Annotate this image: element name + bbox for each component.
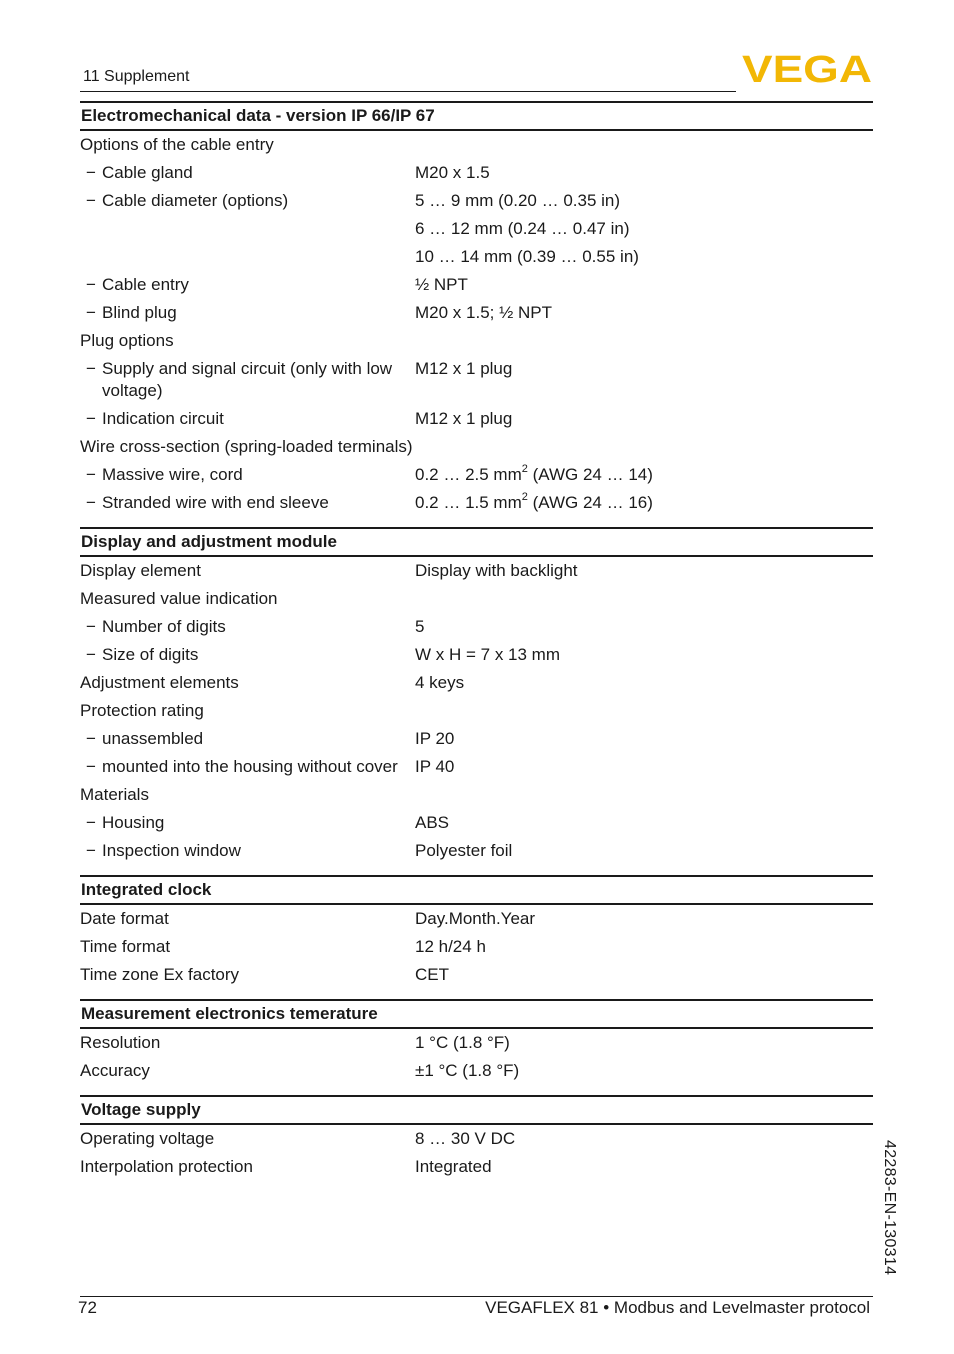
spec-value-text: Integrated bbox=[415, 1157, 492, 1176]
list-dash: − bbox=[86, 465, 96, 484]
spec-row bbox=[80, 327, 873, 355]
spec-value-text: M20 x 1.5; ½ NPT bbox=[415, 303, 552, 322]
spec-row bbox=[80, 753, 873, 781]
section-title: Electromechanical data - version IP 66/IP 67 bbox=[80, 101, 873, 131]
spec-value bbox=[415, 588, 873, 610]
list-dash: − bbox=[86, 645, 96, 664]
spec-label-text: Indication circuit bbox=[102, 409, 224, 428]
spec-row bbox=[80, 433, 873, 461]
spec-label bbox=[80, 162, 415, 184]
spec-label bbox=[80, 616, 415, 638]
vega-logo-text: VEGA bbox=[742, 52, 872, 84]
section-title: Voltage supply bbox=[80, 1095, 873, 1125]
spec-value bbox=[415, 700, 873, 722]
page-number: 72 bbox=[78, 1298, 97, 1317]
spec-row bbox=[80, 961, 873, 989]
spec-value-text: 5 … 9 mm (0.20 … 0.35 in) bbox=[415, 191, 621, 210]
spec-value-text: 0.2 … 2.5 mm bbox=[415, 465, 522, 484]
spec-label-text: Time zone Ex factory bbox=[80, 965, 240, 984]
spec-label bbox=[80, 728, 415, 750]
unit-exponent: 2 bbox=[521, 491, 528, 504]
list-dash: − bbox=[86, 275, 96, 294]
spec-value-text: Day.Month.Year bbox=[415, 909, 536, 928]
spec-value-text: 0.2 … 1.5 mm bbox=[415, 493, 522, 512]
spec-label bbox=[80, 672, 415, 694]
section-gap bbox=[80, 517, 873, 527]
list-dash: − bbox=[86, 191, 96, 210]
spec-row bbox=[80, 697, 873, 725]
spec-row bbox=[80, 243, 873, 271]
spec-value bbox=[415, 672, 873, 694]
spec-value-suffix: (AWG 24 … 16) bbox=[527, 493, 653, 512]
footer-rule bbox=[80, 1296, 873, 1297]
spec-value-text: IP 20 bbox=[415, 729, 455, 748]
spec-label bbox=[80, 436, 413, 458]
spec-value-text: 6 … 12 mm (0.24 … 0.47 in) bbox=[415, 219, 630, 238]
spec-row bbox=[80, 271, 873, 299]
spec-label-text: Materials bbox=[80, 785, 149, 804]
spec-value-text: 5 bbox=[415, 617, 425, 636]
spec-label bbox=[80, 1156, 415, 1178]
spec-row bbox=[80, 725, 873, 753]
spec-row bbox=[80, 299, 873, 327]
spec-value-text: M20 x 1.5 bbox=[415, 163, 490, 182]
spec-label bbox=[80, 784, 415, 806]
spec-label bbox=[80, 464, 415, 486]
list-dash: − bbox=[86, 729, 96, 748]
spec-label bbox=[80, 274, 415, 296]
spec-label-text: Inspection window bbox=[102, 841, 241, 860]
spec-label bbox=[80, 302, 415, 324]
list-dash: − bbox=[86, 303, 96, 322]
spec-value-text: W x H = 7 x 13 mm bbox=[415, 645, 560, 664]
spec-row bbox=[80, 669, 873, 697]
spec-row bbox=[80, 933, 873, 961]
spec-value bbox=[415, 1060, 873, 1082]
spec-value-text: Polyester foil bbox=[415, 841, 513, 860]
spec-label bbox=[80, 588, 415, 610]
spec-label bbox=[80, 408, 415, 430]
spec-value bbox=[415, 302, 873, 324]
spec-row bbox=[80, 905, 873, 933]
list-dash: − bbox=[86, 757, 96, 776]
spec-label-text: Size of digits bbox=[102, 645, 199, 664]
spec-value bbox=[415, 784, 873, 806]
spec-value-text: 10 … 14 mm (0.39 … 0.55 in) bbox=[415, 247, 639, 266]
spec-row bbox=[80, 461, 873, 489]
spec-label-text: Resolution bbox=[80, 1033, 161, 1052]
spec-label-text: Wire cross-section (spring-loaded terminals) bbox=[80, 437, 413, 456]
footer-title: VEGAFLEX 81 • Modbus and Levelmaster protocol bbox=[485, 1298, 870, 1317]
spec-value-suffix: (AWG 24 … 14) bbox=[527, 465, 653, 484]
header-rule bbox=[80, 91, 736, 92]
spec-label-text: Interpolation protection bbox=[80, 1157, 253, 1176]
list-dash: − bbox=[86, 617, 96, 636]
spec-value-text: IP 40 bbox=[415, 757, 455, 776]
spec-label-text: Housing bbox=[102, 813, 165, 832]
spec-row bbox=[80, 613, 873, 641]
spec-label bbox=[80, 1032, 415, 1054]
document-code: 42283-EN-130314 bbox=[881, 1140, 898, 1276]
spec-value-text: 12 h/24 h bbox=[415, 937, 486, 956]
spec-label-text: Stranded wire with end sleeve bbox=[102, 493, 329, 512]
spec-label bbox=[80, 330, 415, 352]
spec-value bbox=[415, 246, 873, 268]
spec-value bbox=[415, 464, 873, 486]
spec-label bbox=[80, 908, 415, 930]
spec-label bbox=[80, 840, 415, 862]
spec-label-text: Number of digits bbox=[102, 617, 226, 636]
spec-value bbox=[415, 218, 873, 240]
section-title: Integrated clock bbox=[80, 875, 873, 905]
spec-label-text: Blind plug bbox=[102, 303, 177, 322]
spec-value bbox=[415, 812, 873, 834]
list-dash: − bbox=[86, 813, 96, 832]
spec-label bbox=[80, 756, 415, 778]
spec-value-text: ABS bbox=[415, 813, 450, 832]
section-gap bbox=[80, 1085, 873, 1095]
spec-label-text: Massive wire, cord bbox=[102, 465, 243, 484]
spec-row bbox=[80, 405, 873, 433]
section-title: Measurement electronics temerature bbox=[80, 999, 873, 1029]
spec-label bbox=[80, 812, 415, 834]
spec-value-text: 4 keys bbox=[415, 673, 465, 692]
header-section: 11 Supplement bbox=[83, 68, 190, 85]
spec-row bbox=[80, 131, 873, 159]
spec-label-text: Options of the cable entry bbox=[80, 135, 274, 154]
spec-value bbox=[415, 756, 873, 778]
vega-logo bbox=[742, 52, 874, 84]
spec-label-text: Display element bbox=[80, 561, 201, 580]
spec-value bbox=[415, 1032, 873, 1054]
spec-value bbox=[415, 936, 873, 958]
spec-row bbox=[80, 489, 873, 517]
spec-label-text: Supply and signal circuit (only with low voltage) bbox=[102, 359, 393, 400]
spec-label-text: Cable diameter (options) bbox=[102, 191, 289, 210]
spec-label-text: Cable gland bbox=[102, 163, 193, 182]
list-dash: − bbox=[86, 493, 96, 512]
spec-value-text: ±1 °C (1.8 °F) bbox=[415, 1061, 520, 1080]
spec-label bbox=[80, 936, 415, 958]
spec-value-text: M12 x 1 plug bbox=[415, 409, 513, 428]
section-gap bbox=[80, 865, 873, 875]
spec-row bbox=[80, 585, 873, 613]
spec-row bbox=[80, 159, 873, 187]
spec-label bbox=[80, 700, 415, 722]
spec-value-text: Display with backlight bbox=[415, 561, 578, 580]
spec-label-text: Adjustment elements bbox=[80, 673, 239, 692]
spec-label-text: Operating voltage bbox=[80, 1129, 215, 1148]
spec-value bbox=[415, 190, 873, 212]
spec-row bbox=[80, 837, 873, 865]
spec-label-text: Protection rating bbox=[80, 701, 204, 720]
spec-label-text: Time format bbox=[80, 937, 171, 956]
spec-label-text: Cable entry bbox=[102, 275, 189, 294]
spec-label bbox=[80, 644, 415, 666]
spec-label bbox=[80, 560, 415, 582]
spec-label-text: Accuracy bbox=[80, 1061, 150, 1080]
spec-row bbox=[80, 1153, 873, 1181]
spec-value bbox=[415, 616, 873, 638]
spec-value bbox=[415, 840, 873, 862]
spec-label-text: Date format bbox=[80, 909, 169, 928]
spec-label-text: Plug options bbox=[80, 331, 174, 350]
unit-exponent: 2 bbox=[521, 463, 528, 476]
spec-value bbox=[415, 728, 873, 750]
spec-label bbox=[80, 1128, 415, 1150]
spec-row bbox=[80, 1029, 873, 1057]
spec-value-text: 8 … 30 V DC bbox=[415, 1129, 516, 1148]
spec-value bbox=[415, 1128, 873, 1150]
spec-row bbox=[80, 215, 873, 243]
spec-row bbox=[80, 1057, 873, 1085]
list-dash: − bbox=[86, 163, 96, 182]
spec-row bbox=[80, 187, 873, 215]
spec-value-text: M12 x 1 plug bbox=[415, 359, 513, 378]
spec-row bbox=[80, 1125, 873, 1153]
spec-value bbox=[415, 408, 873, 430]
spec-value bbox=[415, 492, 873, 514]
spec-value bbox=[415, 162, 873, 184]
spec-value bbox=[415, 274, 873, 296]
spec-row bbox=[80, 557, 873, 585]
spec-value bbox=[415, 560, 873, 582]
spec-value-text: ½ NPT bbox=[415, 275, 468, 294]
spec-row bbox=[80, 355, 873, 405]
spec-row bbox=[80, 781, 873, 809]
spec-value bbox=[415, 644, 873, 666]
spec-row bbox=[80, 809, 873, 837]
spec-label bbox=[80, 964, 415, 986]
spec-label bbox=[80, 358, 415, 402]
spec-value-text: CET bbox=[415, 965, 449, 984]
spec-value bbox=[415, 330, 873, 352]
spec-label bbox=[80, 1060, 415, 1082]
section-gap bbox=[80, 989, 873, 999]
section-title: Display and adjustment module bbox=[80, 527, 873, 557]
spec-value bbox=[415, 134, 873, 156]
list-dash: − bbox=[86, 841, 96, 860]
spec-label bbox=[80, 134, 415, 156]
spec-value bbox=[415, 964, 873, 986]
spec-label bbox=[80, 190, 415, 212]
spec-value-text: 1 °C (1.8 °F) bbox=[415, 1033, 510, 1052]
spec-row bbox=[80, 641, 873, 669]
spec-value bbox=[415, 358, 873, 402]
list-dash: − bbox=[86, 409, 96, 428]
list-dash: − bbox=[86, 359, 96, 378]
spec-value bbox=[415, 908, 873, 930]
spec-label bbox=[80, 492, 415, 514]
spec-label-text: unassembled bbox=[102, 729, 204, 748]
spec-value bbox=[415, 1156, 873, 1178]
spec-content bbox=[80, 101, 873, 1181]
spec-label-text: Measured value indication bbox=[80, 589, 278, 608]
spec-label-text: mounted into the housing without cover bbox=[102, 757, 398, 776]
